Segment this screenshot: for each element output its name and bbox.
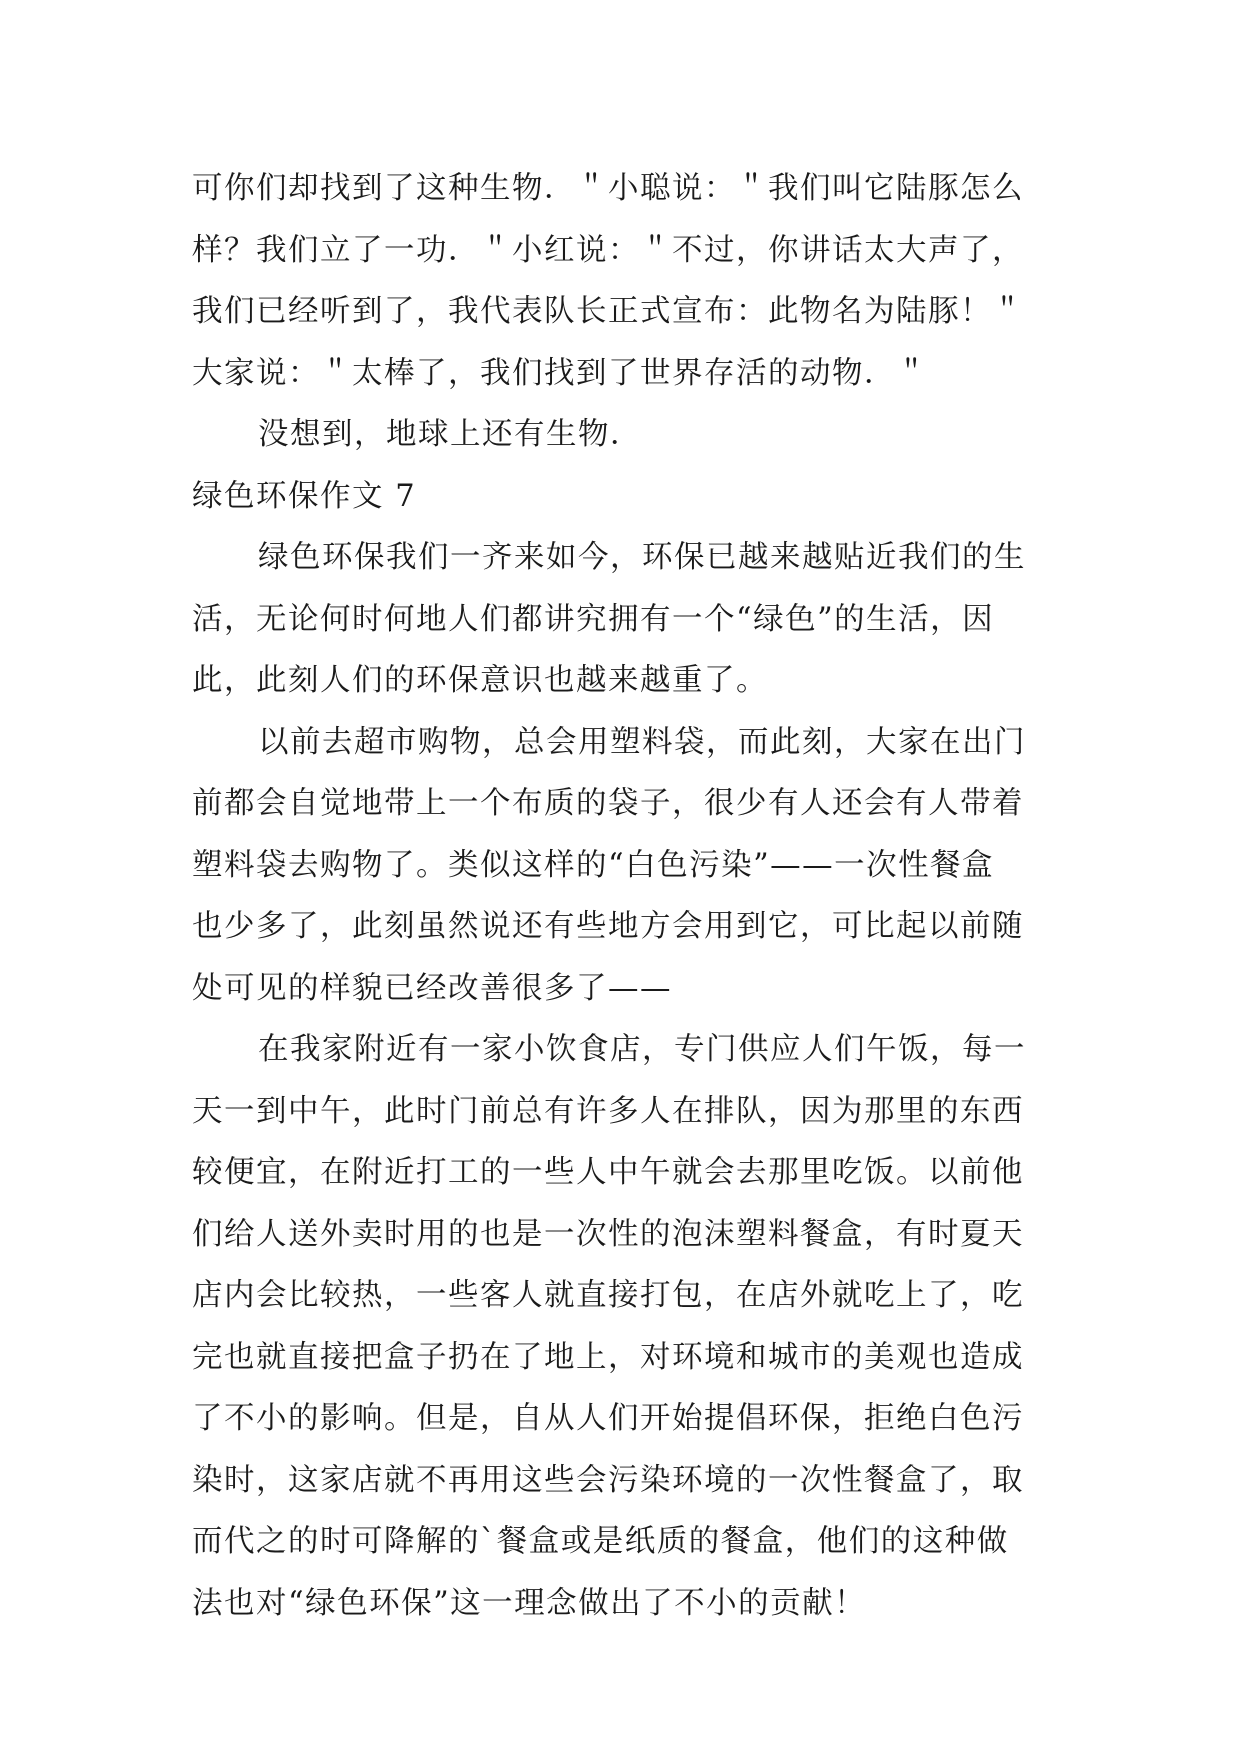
text-line: 店内会比较热，一些客人就直接打包，在店外就吃上了，吃 xyxy=(192,1278,1024,1313)
text-line: 较便宜，在附近打工的一些人中午就会去那里吃饭。以前他 xyxy=(192,1155,1024,1190)
text-line: 活，无论何时何地人们都讲究拥有一个“绿色”的生活，因 xyxy=(192,601,995,637)
paragraph-1 xyxy=(192,527,1057,712)
text-line: 以前去超市购物，总会用塑料袋，而此刻，大家在出门 xyxy=(258,724,1026,760)
text-line: 了不小的影响。但是，自从人们开始提倡环保，拒绝白色污 xyxy=(192,1401,1024,1436)
text-line: 塑料袋去购物了。类似这样的“白色污染”——一次性餐盒 xyxy=(192,847,995,883)
text-line: 大家说：＂太棒了，我们找到了世界存活的动物．＂ xyxy=(192,355,928,391)
paragraph-2 xyxy=(192,712,1057,1020)
section-title: 绿色环保作文 7 xyxy=(192,478,417,514)
text-line: 样？我们立了一功．＂小红说：＂不过，你讲话太大声了， xyxy=(192,232,1024,268)
text-line: 在我家附近有一家小饮食店，专门供应人们午饭，每一 xyxy=(258,1032,1026,1067)
text-line: 法也对“绿色环保”这一理念做出了不小的贡献！ xyxy=(192,1585,867,1621)
text-line: 染时，这家店就不再用这些会污染环境的一次性餐盒了，取 xyxy=(192,1462,1024,1498)
document-body xyxy=(192,158,1057,1634)
text-line: 前都会自觉地带上一个布质的袋子，很少有人还会有人带着 xyxy=(192,786,1024,821)
paragraph-3 xyxy=(192,1019,1057,1634)
section-heading xyxy=(192,466,1057,528)
closing-paragraph xyxy=(192,404,1057,466)
text-line: 也少多了，此刻虽然说还有些地方会用到它，可比起以前随 xyxy=(192,909,1024,944)
continuation-paragraph xyxy=(192,158,1057,404)
text-line: 处可见的样貌已经改善很多了—— xyxy=(192,970,672,1006)
text-line: 我们已经听到了，我代表队长正式宣布：此物名为陆豚！＂ xyxy=(192,294,1024,329)
text-line: 可你们却找到了这种生物．＂小聪说：＂我们叫它陆豚怎么 xyxy=(192,171,1024,206)
text-line: 完也就直接把盒子扔在了地上，对环境和城市的美观也造成 xyxy=(192,1339,1024,1375)
text-line: 此，此刻人们的环保意识也越来越重了。 xyxy=(192,663,768,698)
text-line: 们给人送外卖时用的也是一次性的泡沫塑料餐盒，有时夏天 xyxy=(192,1216,1024,1252)
text-line: 天一到中午，此时门前总有许多人在排队，因为那里的东西 xyxy=(192,1093,1024,1129)
text-line: 而代之的时可降解的`餐盒或是纸质的餐盒，他们的这种做 xyxy=(192,1524,1009,1559)
text-line: 绿色环保我们一齐来如今，环保已越来越贴近我们的生 xyxy=(258,540,1026,575)
text-line: 没想到，地球上还有生物． xyxy=(258,417,642,452)
